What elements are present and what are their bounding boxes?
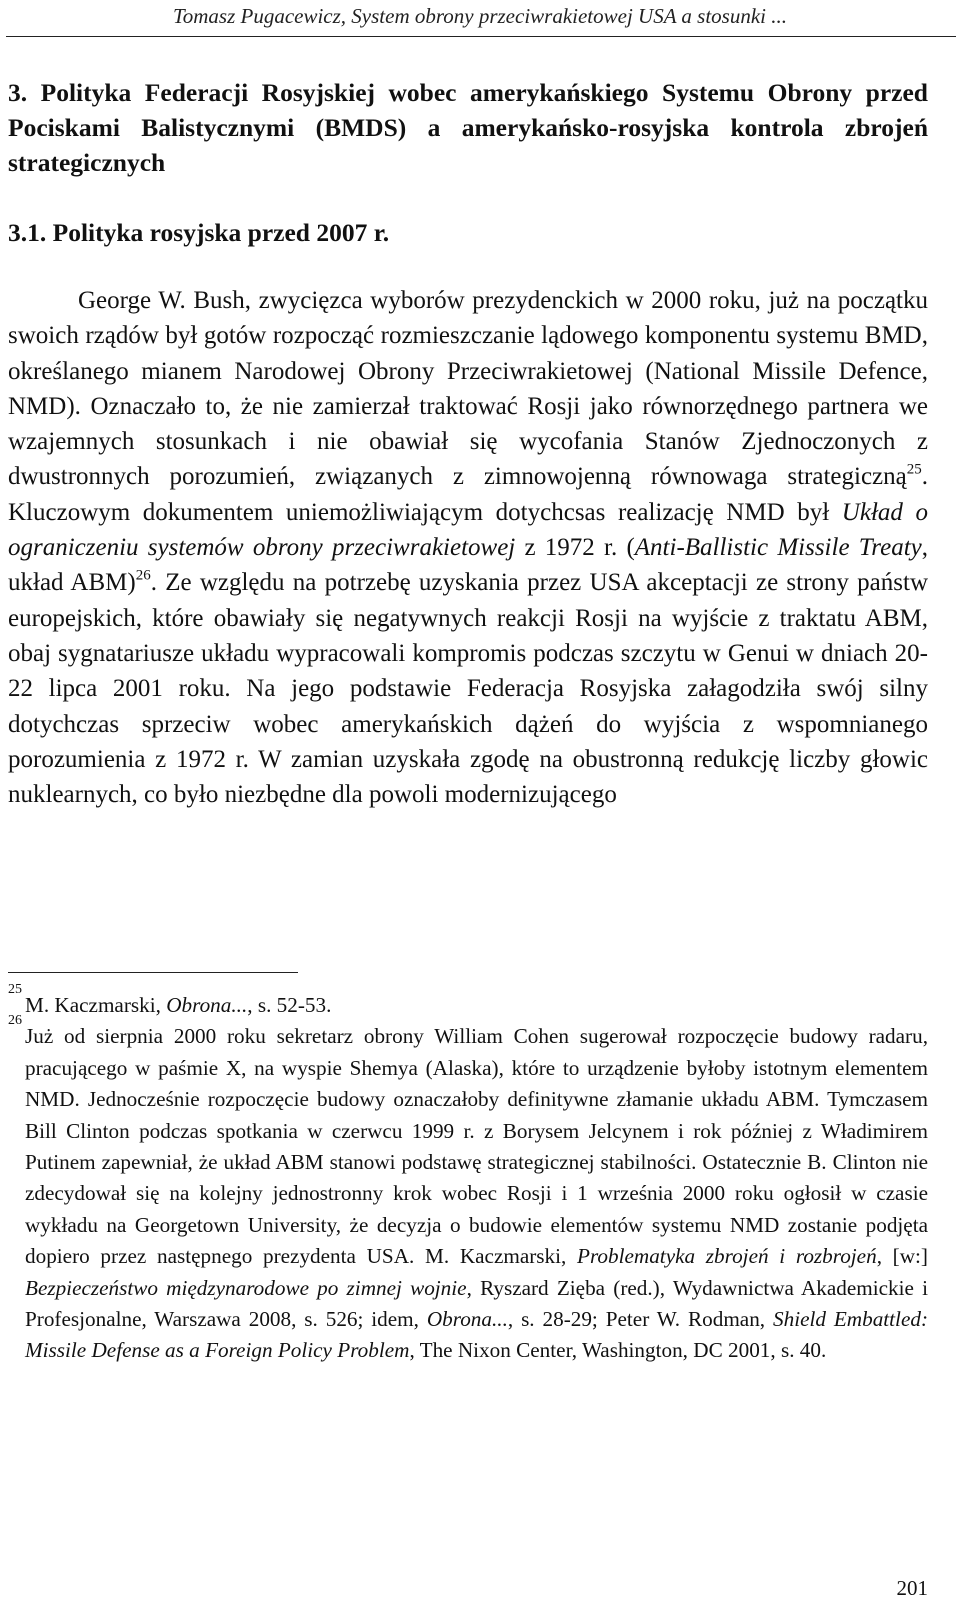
body-text-run: , układ ABM) — [8, 534, 928, 597]
footnote-ref-25: 25 — [906, 461, 922, 478]
chapter-heading: 3. Polityka Federacji Rosyjskiej wobec amerykańskiego Systemu Obrony przed Pociskami Balistycznymi (BMDS) a amerykańsko-rosyjska kontrola zbrojeń strategicznych — [8, 78, 928, 177]
footnote-text: , s. 28-29; Peter W. Rodman, — [507, 1307, 773, 1332]
footnote-cited-title: Obrona... — [166, 993, 248, 1017]
treaty-title-english: Anti-Ballistic Missile Treaty — [634, 534, 922, 562]
body-text-run: . Ze względu na potrzebę uzyskania przez USA akceptacji ze strony państw europejskich, które obawiały się negatywnych reakcji Rosji na wyjście z traktatu ABM, obaj sygnatariusze układu wypracowali kompromis podczas szczytu w Genui w dniach 20-22 lipca 2001 roku. Na jego podstawie Federacja Rosyjska załagodziła swój silny dotychczas sprzeciw wobec amerykańskich dążeń do wyjścia z wspomnianego porozumienia z 1972 r. W zamian uzyskała zgodę na obustronną redukcję liczby głowic nuklearnych, co było niezbędne dla powoli modernizującego — [8, 569, 928, 809]
footnote-cited-title: Bezpieczeństwo międzynarodowe po zimnej wojnie — [25, 1275, 467, 1300]
footnote-text: , s. 52-53. — [247, 993, 332, 1017]
body-text-run: . Kluczowym dokumentem uniemożliwiającym dotychcsas realizację NMD był — [8, 463, 928, 526]
body-text-run: George W. Bush, zwycięzca wyborów prezydenckich w 2000 roku, już na początku swoich rządów był gotów rozpocząć rozmieszczanie lądowego komponentu systemu BMD, określanego mianem Narodowej Obrony Przeciwrakietowej (National Missile Defence, NMD). Oznaczało to, że nie zamierzał traktować Rosji jako równorzędnego partnera we wzajemnych stosunkach i nie obawiał się wycofania Stanów Zjednoczonych z dwustronnych porozumień, związanych z zimnowojenną równowaga strategiczną — [8, 287, 928, 491]
body-text — [8, 283, 928, 812]
body-text-run: z 1972 r. ( — [515, 534, 635, 562]
footnote-text: , The Nixon Center, Washington, DC 2001, s. 40. — [409, 1338, 827, 1363]
footnote-cited-title: Obrona... — [426, 1307, 508, 1332]
body-paragraph — [8, 283, 928, 812]
footnote-text: , Ryszard Zięba (red.), Wydawnictwa Akademickie i Profesjonalne, Warszawa 2008, s. 526; idem, — [25, 1275, 929, 1332]
footnotes — [8, 982, 929, 1367]
footnote-cited-title: Problematyka zbrojeń i rozbrojeń — [577, 1244, 877, 1269]
footnote-text: M. Kaczmarski, — [25, 993, 167, 1017]
footnote-text: Już od sierpnia 2000 roku sekretarz obrony William Cohen sugerował rozpoczęcie budowy radaru, pracującego w paśmie X, na wyspie Shemya (Alaska), które to urządzenie byłoby istotnym elementem NMD. Jednocześnie rozpoczęcie budowy oznaczałoby definitywne złamanie układu ABM. Tymczasem Bill Clinton podczas spotkania w czerwcu 1999 r. z Borysem Jelcynem i rok później z Władimirem Putinem zapewniał, że układ ABM stanowi podstawę strategicznej stabilności. Ostatecznie B. Clinton nie zdecydował się na kolejny jednostronny krok wobec Rosji i 1 września 2000 roku ogłosił w czasie wykładu na Georgetown University, że decyzja o budowie elementów systemu NMD zostanie podjęta dopiero przez następnego prezydenta USA. M. Kaczmarski, — [25, 1024, 928, 1269]
footnote-text: , [w:] — [876, 1244, 928, 1269]
footnote-number: 25 — [8, 982, 22, 997]
header-divider — [6, 36, 956, 37]
running-header: Tomasz Pugacewicz, System obrony przeciwrakietowej USA a stosunki ... — [172, 4, 787, 28]
footnote-ref-26: 26 — [135, 567, 151, 584]
footnote-cited-title: Shield Embattled: Missile Defense as a Foreign Policy Problem — [25, 1307, 928, 1363]
footnote-26 — [8, 1013, 929, 1366]
footnote-number: 26 — [8, 1013, 22, 1029]
section-heading: 3.1. Polityka rosyjska przed 2007 r. — [8, 218, 390, 247]
footnote-divider — [8, 972, 298, 973]
page-number: 201 — [896, 1576, 928, 1600]
treaty-title-polish: Układ o ograniczeniu systemów obrony przeciwrakietowej — [8, 498, 928, 562]
footnote-25 — [8, 982, 928, 1021]
